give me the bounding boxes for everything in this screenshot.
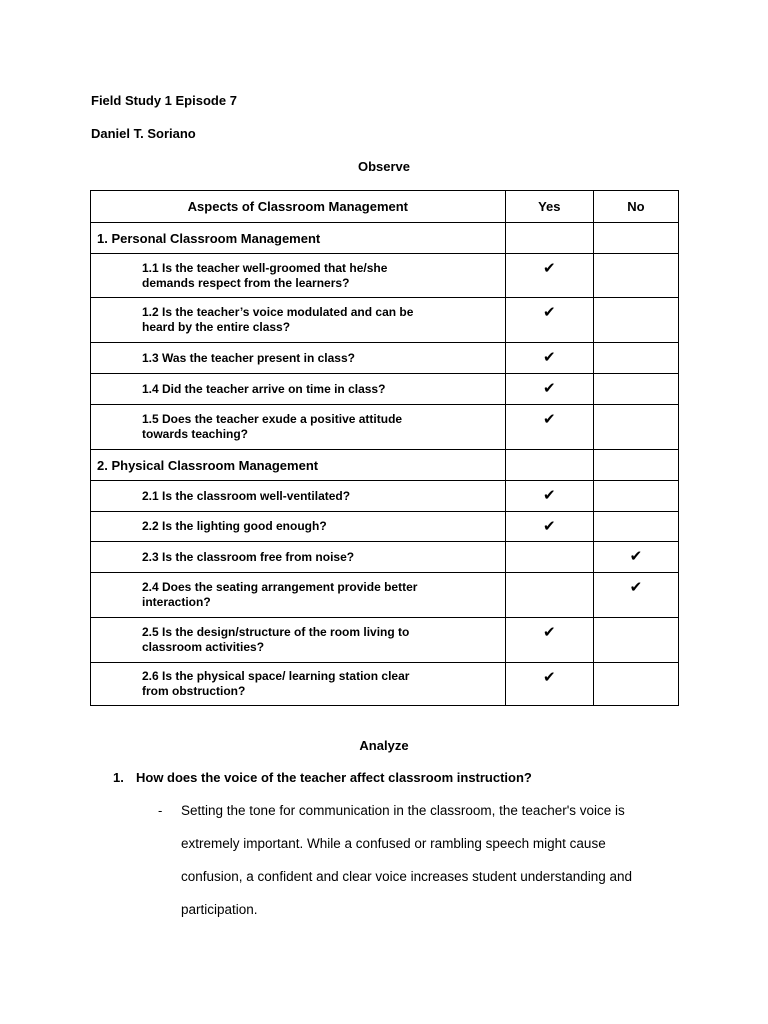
no-cell (593, 481, 678, 512)
question-text: 2.6 Is the physical space/ learning station clear from obstruction? (142, 669, 410, 698)
table-row (91, 374, 679, 405)
no-cell (593, 254, 678, 298)
question-cell (91, 542, 506, 573)
section-no-cell (593, 223, 678, 254)
analyze-question (113, 770, 532, 785)
yes-checkmark: ✔ (542, 349, 556, 366)
no-cell (593, 512, 678, 542)
yes-checkmark: ✔ (542, 669, 556, 686)
question-text: How does the voice of the teacher affect classroom instruction? (136, 770, 532, 785)
question-cell (91, 374, 506, 405)
no-cell (593, 405, 678, 450)
section-no-cell (593, 450, 678, 481)
author-name: Daniel T. Soriano (91, 126, 196, 141)
yes-checkmark: ✔ (542, 304, 556, 321)
table-row (91, 481, 679, 512)
table-row (91, 663, 679, 706)
no-checkmark: ✔ (629, 579, 643, 596)
table-header-row (91, 191, 679, 223)
yes-checkmark: ✔ (542, 624, 556, 641)
section-title: 1. Personal Classroom Management (91, 223, 506, 254)
section-title: 2. Physical Classroom Management (91, 450, 506, 481)
observe-heading: Observe (357, 159, 411, 174)
yes-cell (505, 298, 593, 343)
yes-cell (505, 481, 593, 512)
answer-text: Setting the tone for communication in the classroom, the teacher's voice is extremely important. While a confused or rambling speech might cause confusion, a confident and clear voice increases student understanding and participation. (181, 803, 633, 917)
yes-cell (505, 254, 593, 298)
yes-checkmark: ✔ (542, 518, 556, 535)
no-cell (593, 343, 678, 374)
question-text: 1.2 Is the teacher’s voice modulated and can be heard by the entire class? (142, 305, 414, 334)
yes-cell (505, 374, 593, 405)
question-cell (91, 343, 506, 374)
yes-cell (505, 573, 593, 618)
table-row (91, 573, 679, 618)
yes-checkmark: ✔ (542, 260, 556, 277)
column-header-no: No (593, 191, 678, 223)
question-cell (91, 618, 506, 663)
answer-bullet: - (158, 803, 163, 818)
question-cell (91, 254, 506, 298)
classroom-management-checklist (90, 190, 679, 706)
table-row (91, 542, 679, 573)
question-cell (91, 512, 506, 542)
question-text: 1.3 Was the teacher present in class? (142, 350, 355, 365)
yes-cell (505, 405, 593, 450)
yes-cell (505, 343, 593, 374)
analyze-heading: Analyze (359, 738, 409, 753)
yes-checkmark: ✔ (542, 380, 556, 397)
question-text: 2.1 Is the classroom well-ventilated? (142, 488, 351, 503)
question-cell (91, 481, 506, 512)
yes-checkmark: ✔ (542, 487, 556, 504)
section-row (91, 450, 679, 481)
document-title: Field Study 1 Episode 7 (91, 93, 237, 108)
column-header-yes: Yes (505, 191, 593, 223)
question-cell (91, 663, 506, 706)
yes-cell (505, 663, 593, 706)
table-row (91, 254, 679, 298)
no-cell (593, 618, 678, 663)
table-row (91, 512, 679, 542)
yes-cell (505, 512, 593, 542)
question-number: 1. (113, 770, 124, 785)
yes-cell (505, 618, 593, 663)
question-cell (91, 405, 506, 450)
yes-checkmark: ✔ (542, 411, 556, 428)
no-cell (593, 542, 678, 573)
question-text: 1.1 Is the teacher well-groomed that he/she demands respect from the learners? (142, 260, 388, 290)
column-header-aspects: Aspects of Classroom Management (91, 191, 506, 223)
no-cell (593, 663, 678, 706)
table-row (91, 298, 679, 343)
question-text: 2.5 Is the design/structure of the room living to classroom activities? (142, 625, 410, 654)
no-cell (593, 374, 678, 405)
yes-cell (505, 542, 593, 573)
table-row (91, 405, 679, 450)
question-text: 2.3 Is the classroom free from noise? (142, 549, 355, 564)
question-cell (91, 573, 506, 618)
section-row (91, 223, 679, 254)
no-cell (593, 298, 678, 343)
question-cell (91, 298, 506, 343)
no-checkmark: ✔ (629, 548, 643, 565)
section-yes-cell (505, 450, 593, 481)
question-text: 1.5 Does the teacher exude a positive attitude towards teaching? (142, 412, 403, 441)
question-text: 2.2 Is the lighting good enough? (142, 519, 327, 533)
table-row (91, 618, 679, 663)
question-text: 2.4 Does the seating arrangement provide better interaction? (142, 580, 418, 609)
question-text: 1.4 Did the teacher arrive on time in class? (142, 381, 386, 396)
table-row (91, 343, 679, 374)
section-yes-cell (505, 223, 593, 254)
no-cell (593, 573, 678, 618)
